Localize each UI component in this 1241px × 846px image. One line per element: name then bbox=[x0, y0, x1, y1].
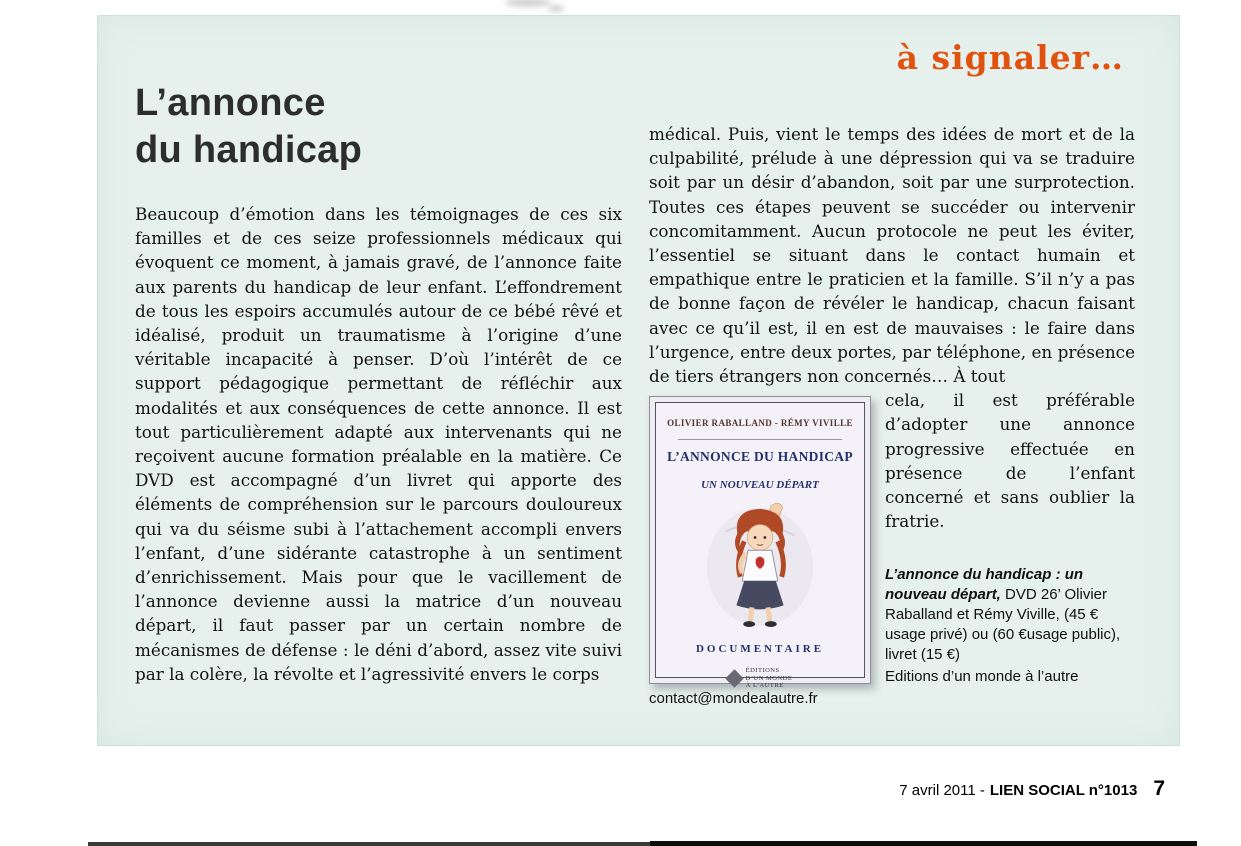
article-right-part1: médical. Puis, vient le temps des idées de mort et de la culpabilité, prélude à une dépression qui va se traduire soit par un désir d’abandon, soit par une surprotection. Toutes ces étapes peuvent se succéder ou intervenir concomitamment. Aucun protocole ne peut les éviter, l’essentiel se situant dans le contact humain et empathique entre le praticien et la famille. S’il n’y a pas de bonne façon de révéler le handicap, chacun faisant avec ce qu’il est, il en est de mauvaises : le faire dans l’urgence, entre deux portes, par téléphone, en présence de tiers étrangers non concernés… À tout bbox=[649, 124, 1135, 387]
dvd-rule bbox=[678, 439, 842, 440]
dvd-cover-inner bbox=[655, 402, 865, 690]
footer-page-number: 7 bbox=[1153, 777, 1165, 800]
publisher-lines bbox=[746, 667, 793, 690]
wrap-section bbox=[649, 388, 1135, 709]
page-footer bbox=[899, 777, 1165, 801]
dvd-subtitle: UN NOUVEAU DÉPART bbox=[701, 478, 819, 491]
article-column-right bbox=[649, 122, 1135, 709]
article-column-left: Beaucoup d’émotion dans les témoignages de ces six familles et de ces seize professionnels médicaux qui évoquent ce moment, à jamais gravé, de l’annonce faite aux parents du handicap de leur enfant. L’effondrement de tous les espoirs accumulés autour de ce bébé rêvé et idéalisé, produit un traumatisme à l’origine d’une véritable incapacité à penser. D’où l’intérêt de ce support pédagogique permettant de réfléchir aux modalités et aux conséquences de cette annonce. Il est tout particulièrement adapté aux intervenants qui ne reçoivent aucune formation préalable en la matière. Ce DVD est accompagné d’un livret qui apporte des éléments de compréhension sur le parcours douloureux qui va du séisme subi à l’attachement accompli envers l’enfant, d’une sidérante catastrophe à un sentiment d’enrichissement. Mais pour que le vacillement de l’annonce devienne aussi la matrice d’un nouveau départ, il faut passer par un certain nombre de mécanismes de défense : le déni d’abord, assez vite suivi par la colère, la révolte et l’agressivité envers le corps bbox=[135, 204, 622, 684]
publisher-line: ÉDITIONS bbox=[745, 667, 780, 675]
caption-title: L’annonce du handicap : un nouveau départ, bbox=[885, 566, 1084, 604]
publisher-logo-icon bbox=[725, 669, 743, 687]
publisher-line: D’UN MONDE bbox=[745, 674, 793, 682]
dvd-genre: DOCUMENTAIRE bbox=[695, 643, 825, 656]
dvd-title: L’ANNONCE DU HANDICAP bbox=[667, 449, 853, 465]
caption-publisher: Editions d’un monde à l’autre bbox=[885, 668, 1079, 686]
scan-artifact-strip bbox=[88, 842, 650, 846]
magazine-page-panel bbox=[97, 15, 1180, 746]
dvd-authors: OLIVIER RABALLAND - RÉMY VIVILLE bbox=[667, 418, 853, 429]
dvd-illustration bbox=[699, 502, 821, 637]
section-header: à signaler… bbox=[896, 38, 1124, 77]
footer-date: 7 avril 2011 - bbox=[899, 782, 985, 799]
caption-details: DVD 26’ Olivier Raballand et Rémy Viville, (45 € usage privé) ou (60 €usage public), livret (15 €) bbox=[885, 586, 1121, 664]
dvd-cover bbox=[649, 396, 871, 690]
dvd-publisher bbox=[728, 667, 793, 690]
scan-smudge bbox=[505, 0, 551, 7]
article-right-part2: cela, il est préférable d’adopter une annonce progressive effectuée en présence de l’enfant concerné et sans oublier la fratrie. bbox=[885, 390, 1135, 532]
article-title-line1: L’annonce bbox=[135, 82, 326, 124]
scan-artifact-strip-dark bbox=[650, 841, 1197, 846]
publisher-line: À L’AUTRE bbox=[745, 682, 784, 690]
caption-email: contact@mondealautre.fr bbox=[649, 690, 818, 708]
footer-magazine: LIEN SOCIAL n°1013 bbox=[989, 782, 1138, 799]
article-title bbox=[135, 80, 362, 174]
scan-smudge bbox=[548, 5, 564, 12]
article-title-line2: du handicap bbox=[135, 129, 363, 171]
